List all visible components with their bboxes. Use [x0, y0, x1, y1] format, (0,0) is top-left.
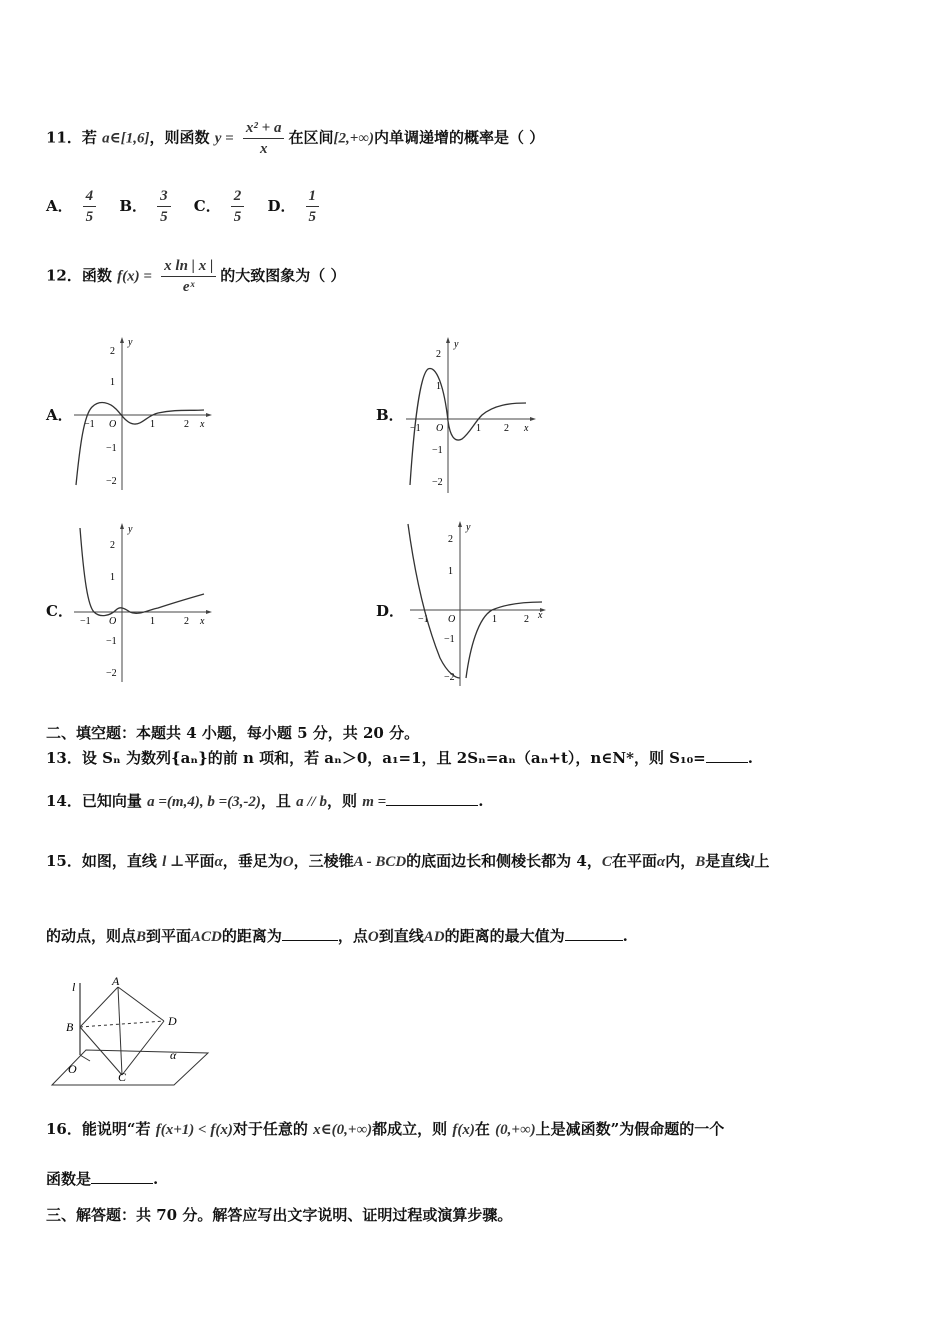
question-number: 11．	[46, 128, 82, 147]
question-15-line-2: 的动点，则点B到平面ACD的距离为 ，点O到直线AD的距离的最大值为 .	[46, 927, 628, 945]
svg-text:2: 2	[448, 534, 453, 545]
pyramid-figure	[46, 975, 216, 1090]
svg-text:y: y	[466, 522, 471, 533]
section-2-heading: 二、填空题：本题共 4 小题，每小题 5 分，共 20 分。	[46, 724, 420, 742]
svg-text:1: 1	[448, 566, 453, 577]
svg-text:O: O	[436, 423, 444, 434]
question-11-options	[46, 186, 337, 227]
svg-text:x: x	[538, 610, 543, 621]
question-12-line: 12．函数 f(x) = $\frac{\text{x ln | x |}}{\text{eˣ}}$ 的大致图象为（ ）	[46, 258, 346, 295]
graph-d[interactable]	[400, 518, 555, 688]
svg-text:1: 1	[110, 572, 115, 583]
svg-text:1: 1	[150, 616, 155, 627]
label-o: O	[68, 1062, 77, 1076]
graph-label-c[interactable]: C．	[46, 602, 73, 620]
svg-text:O: O	[448, 614, 456, 625]
function-fraction: $\frac{\text{x² + a}}{x}$	[243, 118, 285, 159]
question-15-line-1: 15．如图，直线 l ⊥平面α，垂足为O，三棱锥A - BCD的底面边长和侧棱长都为 4，C在平面α内，B是直线l上	[46, 852, 770, 870]
graph-b[interactable]	[400, 335, 550, 495]
graph-c[interactable]	[66, 520, 216, 685]
answer-blank-16[interactable]	[91, 1169, 153, 1184]
label-alpha: α	[170, 1048, 177, 1062]
svg-text:−1: −1	[432, 445, 443, 456]
svg-text:−2: −2	[432, 477, 443, 488]
svg-text:x: x	[200, 616, 205, 627]
y-axis-label: y	[128, 337, 133, 348]
graph-label-b[interactable]: B．	[376, 406, 404, 424]
svg-text:2: 2	[184, 419, 189, 430]
function-fraction: $\frac{\text{x ln | x |}}{\text{eˣ}}$	[161, 256, 216, 297]
svg-text:1: 1	[492, 614, 497, 625]
svg-text:−2: −2	[444, 672, 455, 683]
svg-text:2: 2	[524, 614, 529, 625]
question-13-line: 13．设 Sₙ 为数列{aₙ}的前 n 项和，若 aₙ＞0，a₁=1，且 2Sₙ=aₙ（aₙ+t），n∈N*，则 S₁₀= .	[46, 749, 753, 767]
svg-text:−1: −1	[106, 443, 117, 454]
option-a[interactable]: A． $\frac{4}{5}$	[46, 197, 108, 215]
option-c[interactable]: C． $\frac{2}{5}$	[194, 197, 256, 215]
graph-label-d[interactable]: D．	[376, 602, 405, 620]
label-d: D	[168, 1014, 177, 1028]
svg-text:1: 1	[436, 381, 441, 392]
svg-text:−1: −1	[444, 634, 455, 645]
svg-text:2: 2	[184, 616, 189, 627]
svg-text:2: 2	[436, 349, 441, 360]
option-b[interactable]: B． $\frac{3}{5}$	[119, 197, 182, 215]
label-b: B	[66, 1020, 74, 1034]
vectors: a =(m,4), b =(3,-2)	[147, 794, 261, 810]
svg-text:−1: −1	[84, 419, 95, 430]
label-a: A	[112, 975, 120, 988]
svg-text:2: 2	[110, 346, 115, 357]
answer-blank-13[interactable]	[706, 748, 748, 763]
question-16-line-1: 16．能说明“若 f(x+1) < f(x)对于任意的 x∈(0,+∞)都成立，则 f(x)在 (0,+∞)上是减函数”为假命题的一个	[46, 1120, 725, 1138]
interval: [2,+∞)	[333, 130, 374, 147]
svg-text:−2: −2	[106, 668, 117, 679]
svg-text:y: y	[128, 524, 133, 535]
graph-label-a[interactable]: A．	[46, 406, 73, 424]
svg-text:x: x	[524, 423, 529, 434]
question-14-line: 14．已知向量 a =(m,4), b =(3,-2)，且 a // b，则 m = .	[46, 792, 484, 810]
svg-text:2: 2	[110, 540, 115, 551]
answer-blank-15a[interactable]	[282, 926, 338, 941]
svg-text:1: 1	[110, 377, 115, 388]
graph-a[interactable]	[66, 335, 216, 495]
answer-blank-15b[interactable]	[565, 926, 623, 941]
svg-text:−1: −1	[106, 636, 117, 647]
question-number: 12．	[46, 266, 82, 285]
section-3-heading: 三、解答题：共 70 分。解答应写出文字说明、证明过程或演算步骤。	[46, 1206, 513, 1224]
answer-blank-14[interactable]	[386, 791, 478, 806]
condition: a∈[1,6]	[102, 130, 150, 147]
label-l: l	[72, 980, 76, 994]
svg-text:−1: −1	[410, 423, 421, 434]
svg-text:1: 1	[150, 419, 155, 430]
question-16-line-2: 函数是 .	[46, 1170, 159, 1188]
svg-text:O: O	[109, 616, 117, 627]
svg-text:2: 2	[504, 423, 509, 434]
label-c: C	[118, 1070, 127, 1084]
svg-text:−1: −1	[418, 614, 429, 625]
option-d[interactable]: D． $\frac{1}{5}$	[267, 197, 331, 215]
x-axis-label: x	[200, 419, 205, 430]
svg-text:−1: −1	[80, 616, 91, 627]
svg-text:1: 1	[476, 423, 481, 434]
question-11-line: 11．若 a∈[1,6]，则函数 y = $\frac{\text{x² + a}}{x}$ 在区间[2,+∞)内单调递增的概率是（ ）	[46, 120, 545, 157]
svg-text:−2: −2	[106, 476, 117, 487]
origin-label: O	[109, 419, 117, 430]
svg-text:y: y	[454, 339, 459, 350]
